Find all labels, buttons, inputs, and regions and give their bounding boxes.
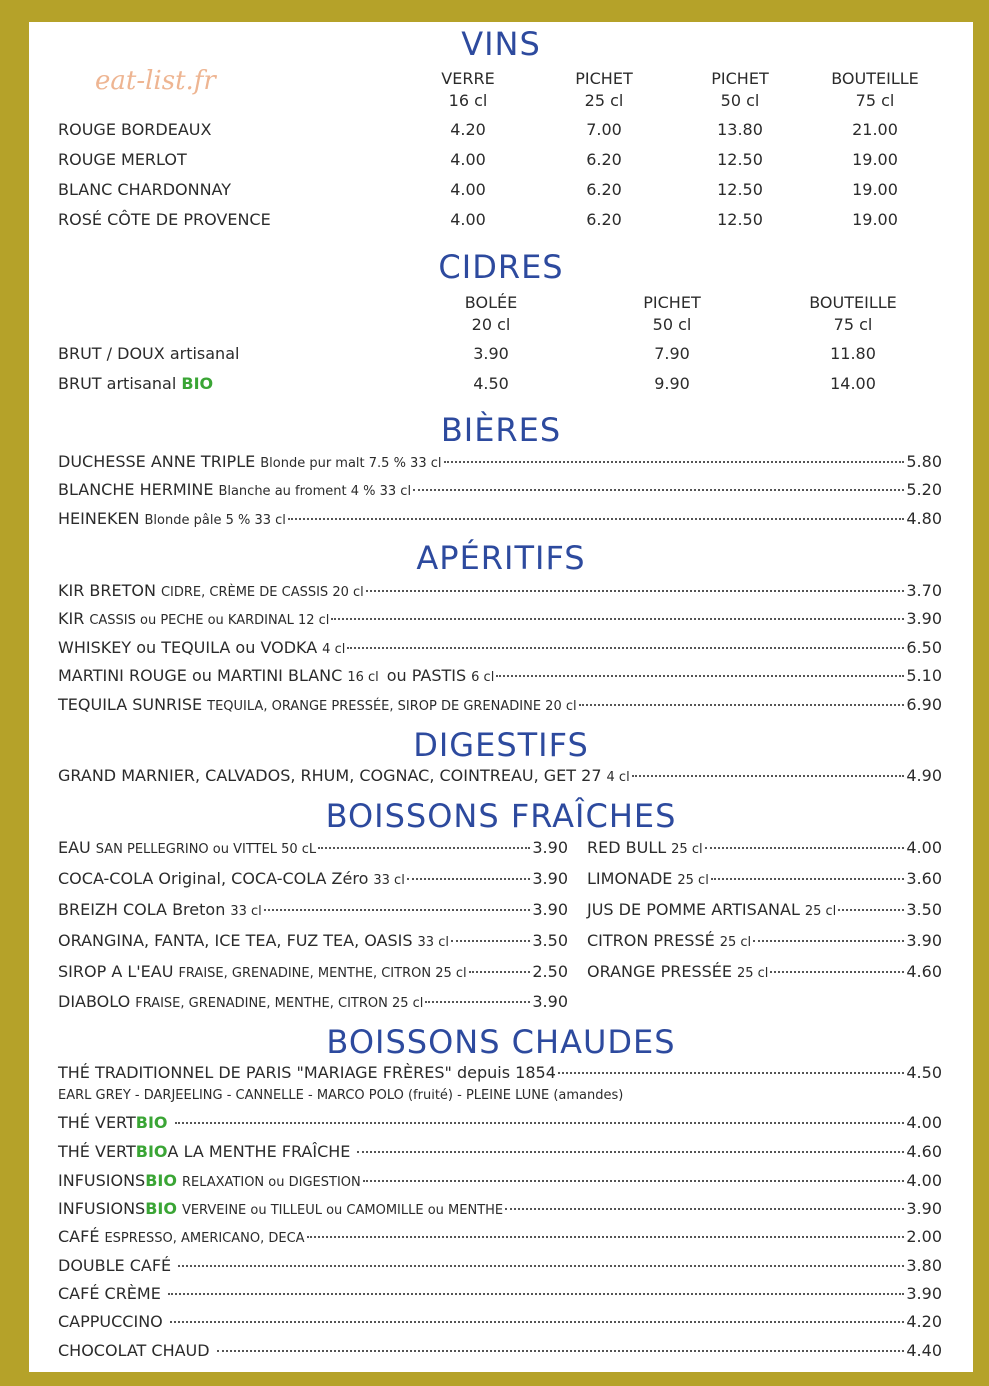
item-price: 3.70 [906, 581, 942, 600]
wine-header [670, 68, 810, 112]
item-desc: 25 cl [736, 966, 769, 981]
item-name: DUCHESSE ANNE TRIPLE [58, 452, 256, 471]
item-price: 3.90 [906, 931, 942, 950]
section-title-digestifs: DIGESTIFS [413, 726, 589, 764]
item-desc: Blonde pâle 5 % 33 cl [144, 513, 286, 528]
cider-price: 11.80 [830, 344, 876, 363]
header-label: BOUTEILLE [809, 293, 897, 312]
item-desc: SAN PELLEGRINO ou VITTEL 50 cL [95, 842, 317, 857]
item-desc: VERVEINE ou TILLEUL ou CAMOMILLE ou MENTHE [181, 1203, 504, 1218]
item-price: 5.10 [906, 666, 942, 685]
cider-price: 14.00 [830, 374, 876, 393]
header-label: BOUTEILLE [831, 69, 919, 88]
item-desc: CIDRE, CRÈME DE CASSIS 20 cl [160, 585, 364, 600]
header-label: PICHET [711, 69, 769, 88]
item-name: ORANGINA, FANTA, ICE TEA, FUZ TEA, OASIS [58, 931, 413, 950]
item-name: THÉ VERT [58, 1142, 136, 1161]
list-item [587, 962, 942, 984]
item-name: A LA MENTHE FRAÎCHE [167, 1142, 351, 1161]
watermark: eat-list.fr [95, 66, 216, 96]
item-price: 3.90 [906, 609, 942, 628]
item-name: BLANCHE HERMINE [58, 480, 214, 499]
item-desc: 6 cl [471, 670, 495, 685]
item-name: INFUSIONS [58, 1199, 146, 1218]
list-item [587, 838, 942, 860]
wine-price: 4.00 [450, 210, 486, 229]
dot-leader [711, 878, 905, 880]
dot-leader [451, 940, 530, 942]
item-desc: RELAXATION ou DIGESTION [181, 1175, 361, 1190]
list-item [58, 581, 942, 603]
header-size: 75 cl [855, 91, 895, 110]
item-desc: 33 cl [373, 873, 405, 888]
wine-price: 13.80 [717, 120, 763, 139]
dot-leader [705, 847, 905, 849]
wine-price: 6.20 [586, 210, 622, 229]
dot-leader [558, 1072, 905, 1074]
item-desc: FRAISE, GRENADINE, MENTHE, CITRON 25 cl [178, 966, 467, 981]
list-item [58, 1312, 942, 1332]
dot-leader [838, 909, 904, 911]
item-name: RED BULL [587, 838, 667, 857]
bio-badge: BIO [145, 1171, 177, 1190]
item-price: 3.90 [532, 900, 568, 919]
bio-badge: BIO [135, 1113, 168, 1132]
item-name: THÉ VERT [58, 1113, 136, 1132]
list-item [58, 1113, 942, 1133]
list-item [58, 1256, 942, 1276]
cider-header [421, 292, 561, 336]
section-title-vins: VINS [461, 25, 541, 63]
item-desc: ESPRESSO, AMERICANO, DECA [104, 1231, 305, 1246]
list-item [58, 509, 942, 531]
section-title-bieres: BIÈRES [440, 411, 562, 449]
item-price: 3.80 [906, 1256, 942, 1275]
dot-leader [288, 518, 904, 520]
header-label: PICHET [575, 69, 633, 88]
wine-price: 21.00 [852, 120, 898, 139]
wine-header [534, 68, 674, 112]
dot-leader [770, 971, 904, 973]
dot-leader [347, 647, 904, 649]
wine-price: 19.00 [852, 210, 898, 229]
item-price: 4.20 [906, 1312, 942, 1331]
wine-header [805, 68, 945, 112]
wine-price: 4.00 [450, 150, 486, 169]
wine-price: 6.20 [586, 180, 622, 199]
header-size: 50 cl [652, 315, 692, 334]
wine-price: 4.00 [450, 180, 486, 199]
cider-name [58, 374, 213, 394]
item-name: CAPPUCCINO [58, 1312, 163, 1331]
wine-name: BLANC CHARDONNAY [58, 180, 232, 199]
dot-leader [496, 675, 904, 677]
wine-price: 19.00 [852, 150, 898, 169]
header-label: BOLÉE [464, 293, 518, 312]
list-item [58, 609, 942, 631]
cider-price: 7.90 [654, 344, 690, 363]
wine-price: 19.00 [852, 180, 898, 199]
wine-price: 6.20 [586, 150, 622, 169]
wine-price: 12.50 [717, 180, 763, 199]
dot-leader [469, 971, 531, 973]
wine-name: ROUGE MERLOT [58, 150, 187, 169]
wine-price: 12.50 [717, 150, 763, 169]
cider-name [58, 344, 239, 364]
dot-leader [363, 1180, 905, 1182]
item-name: COCA-COLA Original, COCA-COLA Zéro [58, 869, 369, 888]
item-price: 4.00 [906, 1171, 942, 1190]
item-name: KIR BRETON [58, 581, 156, 600]
item-desc: 4 cl [606, 770, 630, 785]
wine-name: ROSÉ CÔTE DE PROVENCE [58, 210, 271, 229]
item-price: 4.60 [906, 962, 942, 981]
list-item [58, 638, 942, 660]
list-item [58, 1227, 942, 1249]
item-desc: 33 cl [230, 904, 262, 919]
item-name: JUS DE POMME ARTISANAL [587, 900, 800, 919]
item-price: 4.80 [906, 509, 942, 528]
list-item [587, 931, 942, 953]
item-price: 4.00 [906, 838, 942, 857]
item-price: 3.90 [532, 869, 568, 888]
list-item [58, 1341, 942, 1361]
header-size: 16 cl [448, 91, 488, 110]
cider-price: 3.90 [473, 344, 509, 363]
dot-leader [357, 1151, 904, 1153]
item-price: 3.90 [532, 838, 568, 857]
item-price: 2.00 [906, 1227, 942, 1246]
dot-leader [425, 1001, 530, 1003]
item-price: 5.80 [906, 452, 942, 471]
item-name: SIROP A L'EAU [58, 962, 174, 981]
list-item [58, 900, 568, 922]
item-desc: Blonde pur malt 7.5 % 33 cl [260, 456, 442, 471]
item-name: WHISKEY ou TEQUILA ou VODKA [58, 638, 318, 657]
wine-price: 12.50 [717, 210, 763, 229]
dot-leader [217, 1350, 905, 1352]
bio-badge: BIO [181, 374, 214, 393]
item-price: 6.50 [906, 638, 942, 657]
list-item [58, 1284, 942, 1304]
dot-leader [413, 489, 904, 491]
dot-leader [331, 618, 904, 620]
list-item [58, 480, 942, 502]
dot-leader [264, 909, 531, 911]
item-price: 3.90 [906, 1284, 942, 1303]
section-title-chaudes: BOISSONS CHAUDES [326, 1023, 676, 1061]
header-size: 75 cl [833, 315, 873, 334]
item-name: CAFÉ [58, 1227, 100, 1246]
list-item [58, 1171, 942, 1193]
item-desc: 4 cl [322, 642, 346, 657]
item-price: 3.60 [906, 869, 942, 888]
list-item [58, 452, 942, 474]
item-desc: 25 cl [677, 873, 709, 888]
list-item [58, 666, 942, 688]
item-name: CITRON PRESSÉ [587, 931, 715, 950]
item-price: 2.50 [532, 962, 568, 981]
item-price: 4.90 [906, 766, 942, 785]
item-name: ORANGE PRESSÉE [587, 962, 732, 981]
item-name: DIABOLO [58, 992, 131, 1011]
bio-badge: BIO [145, 1199, 177, 1218]
header-size: 25 cl [584, 91, 624, 110]
list-item [58, 962, 568, 984]
header-size: 50 cl [720, 91, 760, 110]
item-desc: Blanche au froment 4 % 33 cl [218, 484, 412, 499]
item-desc: CASSIS ou PECHE ou KARDINAL 12 cl [89, 613, 330, 628]
bio-badge: BIO [135, 1142, 168, 1161]
item-name: BREIZH COLA Breton [58, 900, 226, 919]
list-item [587, 869, 942, 891]
list-item [58, 766, 942, 788]
section-title-fraiches: BOISSONS FRAÎCHES [325, 797, 677, 835]
item-price: 3.90 [532, 992, 568, 1011]
item-price: 4.50 [906, 1063, 942, 1082]
list-item [58, 695, 942, 717]
wine-price: 4.20 [450, 120, 486, 139]
item-name: MARTINI ROUGE ou MARTINI BLANC [58, 666, 343, 685]
list-item [58, 992, 568, 1014]
dot-leader [178, 1265, 904, 1267]
dot-leader [444, 461, 905, 463]
list-item [58, 838, 568, 860]
cider-header [783, 292, 923, 336]
item-name: CHOCOLAT CHAUD [58, 1341, 210, 1360]
item-name: HEINEKEN [58, 509, 140, 528]
item-name: GRAND MARNIER, CALVADOS, RHUM, COGNAC, COINTREAU, GET 27 [58, 766, 602, 785]
header-size: 20 cl [471, 315, 511, 334]
dot-leader [170, 1321, 905, 1323]
item-price: 3.50 [906, 900, 942, 919]
dot-leader [505, 1208, 904, 1210]
dot-leader [175, 1122, 905, 1124]
item-desc: 25 cl [719, 935, 752, 950]
item-name: THÉ TRADITIONNEL DE PARIS "MARIAGE FRÈRES" depuis 1854 [58, 1063, 556, 1082]
cider-name-text: BRUT artisanal [58, 374, 182, 393]
item-price: 6.90 [906, 695, 942, 714]
dot-leader [307, 1236, 905, 1238]
list-item [58, 869, 568, 891]
cider-name-text: BRUT / DOUX artisanal [58, 344, 240, 363]
list-item [58, 1063, 942, 1083]
item-name: DOUBLE CAFÉ [58, 1256, 172, 1275]
item-price: 4.40 [906, 1341, 942, 1360]
item-desc: FRAISE, GRENADINE, MENTHE, CITRON 25 cl [135, 996, 424, 1011]
item-desc: 16 cl [347, 670, 379, 685]
dot-leader [579, 704, 905, 706]
section-title-aperitifs: APÉRITIFS [416, 539, 586, 577]
item-name: EAU [58, 838, 91, 857]
item-price: 4.00 [906, 1113, 942, 1132]
item-desc: TEQUILA, ORANGE PRESSÉE, SIROP DE GRENADINE 20 cl [207, 699, 577, 714]
item-name: KIR [58, 609, 85, 628]
item-desc: 25 cl [671, 842, 703, 857]
item-name: TEQUILA SUNRISE [58, 695, 203, 714]
item-price: 3.50 [532, 931, 568, 950]
item-name: LIMONADE [587, 869, 673, 888]
list-item [58, 931, 568, 953]
dot-leader [753, 940, 904, 942]
dot-leader [366, 590, 905, 592]
list-item [587, 900, 942, 922]
dot-leader [632, 775, 905, 777]
cider-price: 4.50 [473, 374, 509, 393]
tea-varieties: EARL GREY - DARJEELING - CANNELLE - MARCO POLO (fruité) - PLEINE LUNE (amandes) [58, 1088, 624, 1103]
item-price: 4.60 [906, 1142, 942, 1161]
wine-price: 7.00 [586, 120, 622, 139]
item-price: 3.90 [906, 1199, 942, 1218]
list-item [58, 1142, 942, 1162]
header-label: PICHET [643, 293, 701, 312]
header-label: VERRE [441, 69, 495, 88]
dot-leader [168, 1293, 905, 1295]
item-name: INFUSIONS [58, 1171, 146, 1190]
item-price: 5.20 [906, 480, 942, 499]
cider-price: 9.90 [654, 374, 690, 393]
list-item [58, 1199, 942, 1221]
wine-name: ROUGE BORDEAUX [58, 120, 212, 139]
cider-header [602, 292, 742, 336]
item-name: CAFÉ CRÈME [58, 1284, 161, 1303]
dot-leader [318, 847, 530, 849]
section-title-cidres: CIDRES [438, 248, 564, 286]
wine-header [398, 68, 538, 112]
menu-page [29, 22, 973, 1372]
item-name: ou PASTIS [386, 666, 467, 685]
item-desc: 25 cl [804, 904, 837, 919]
dot-leader [407, 878, 531, 880]
item-desc: 33 cl [417, 935, 449, 950]
